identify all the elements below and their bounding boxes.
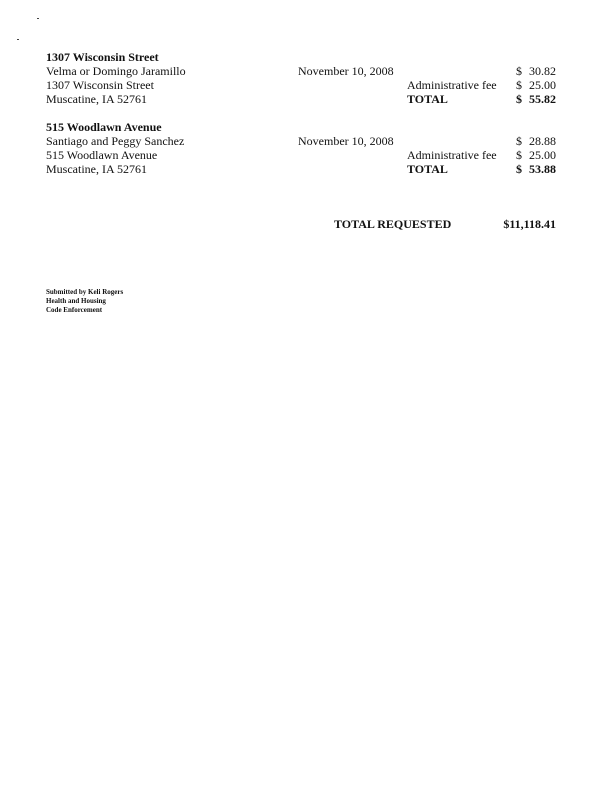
total-requested-label: TOTAL REQUESTED [334, 217, 452, 231]
currency-symbol: $ [516, 148, 522, 162]
division-line: Code Enforcement [46, 306, 103, 314]
currency-symbol: $ [516, 64, 522, 78]
total-amount: 53.88 [529, 162, 556, 176]
scan-mark [37, 18, 39, 19]
fee-amount: 25.00 [529, 78, 556, 92]
owner-address: 1307 Wisconsin Street [46, 78, 154, 92]
service-date: November 10, 2008 [298, 64, 394, 78]
owner-name: Velma or Domingo Jaramillo [46, 64, 186, 78]
total-amount: 55.82 [529, 92, 556, 106]
department-line: Health and Housing [46, 297, 106, 305]
owner-city: Muscatine, IA 52761 [46, 92, 147, 106]
total-requested-value: $11,118.41 [503, 217, 556, 231]
currency-symbol: $ [516, 134, 522, 148]
service-date: November 10, 2008 [298, 134, 394, 148]
currency-symbol: $ [516, 92, 522, 106]
total-label: TOTAL [407, 162, 448, 176]
owner-name: Santiago and Peggy Sanchez [46, 134, 185, 148]
owner-city: Muscatine, IA 52761 [46, 162, 147, 176]
entry-heading: 1307 Wisconsin Street [46, 50, 159, 64]
submitted-by: Submitted by Keli Rogers [46, 288, 124, 296]
charge-amount: 28.88 [529, 134, 556, 148]
fee-label: Administrative fee [407, 78, 497, 92]
currency-symbol: $ [516, 162, 522, 176]
scan-mark [17, 39, 19, 40]
fee-amount: 25.00 [529, 148, 556, 162]
charge-amount: 30.82 [529, 64, 556, 78]
currency-symbol: $ [516, 78, 522, 92]
total-label: TOTAL [407, 92, 448, 106]
entry-heading: 515 Woodlawn Avenue [46, 120, 162, 134]
fee-label: Administrative fee [407, 148, 497, 162]
owner-address: 515 Woodlawn Avenue [46, 148, 158, 162]
